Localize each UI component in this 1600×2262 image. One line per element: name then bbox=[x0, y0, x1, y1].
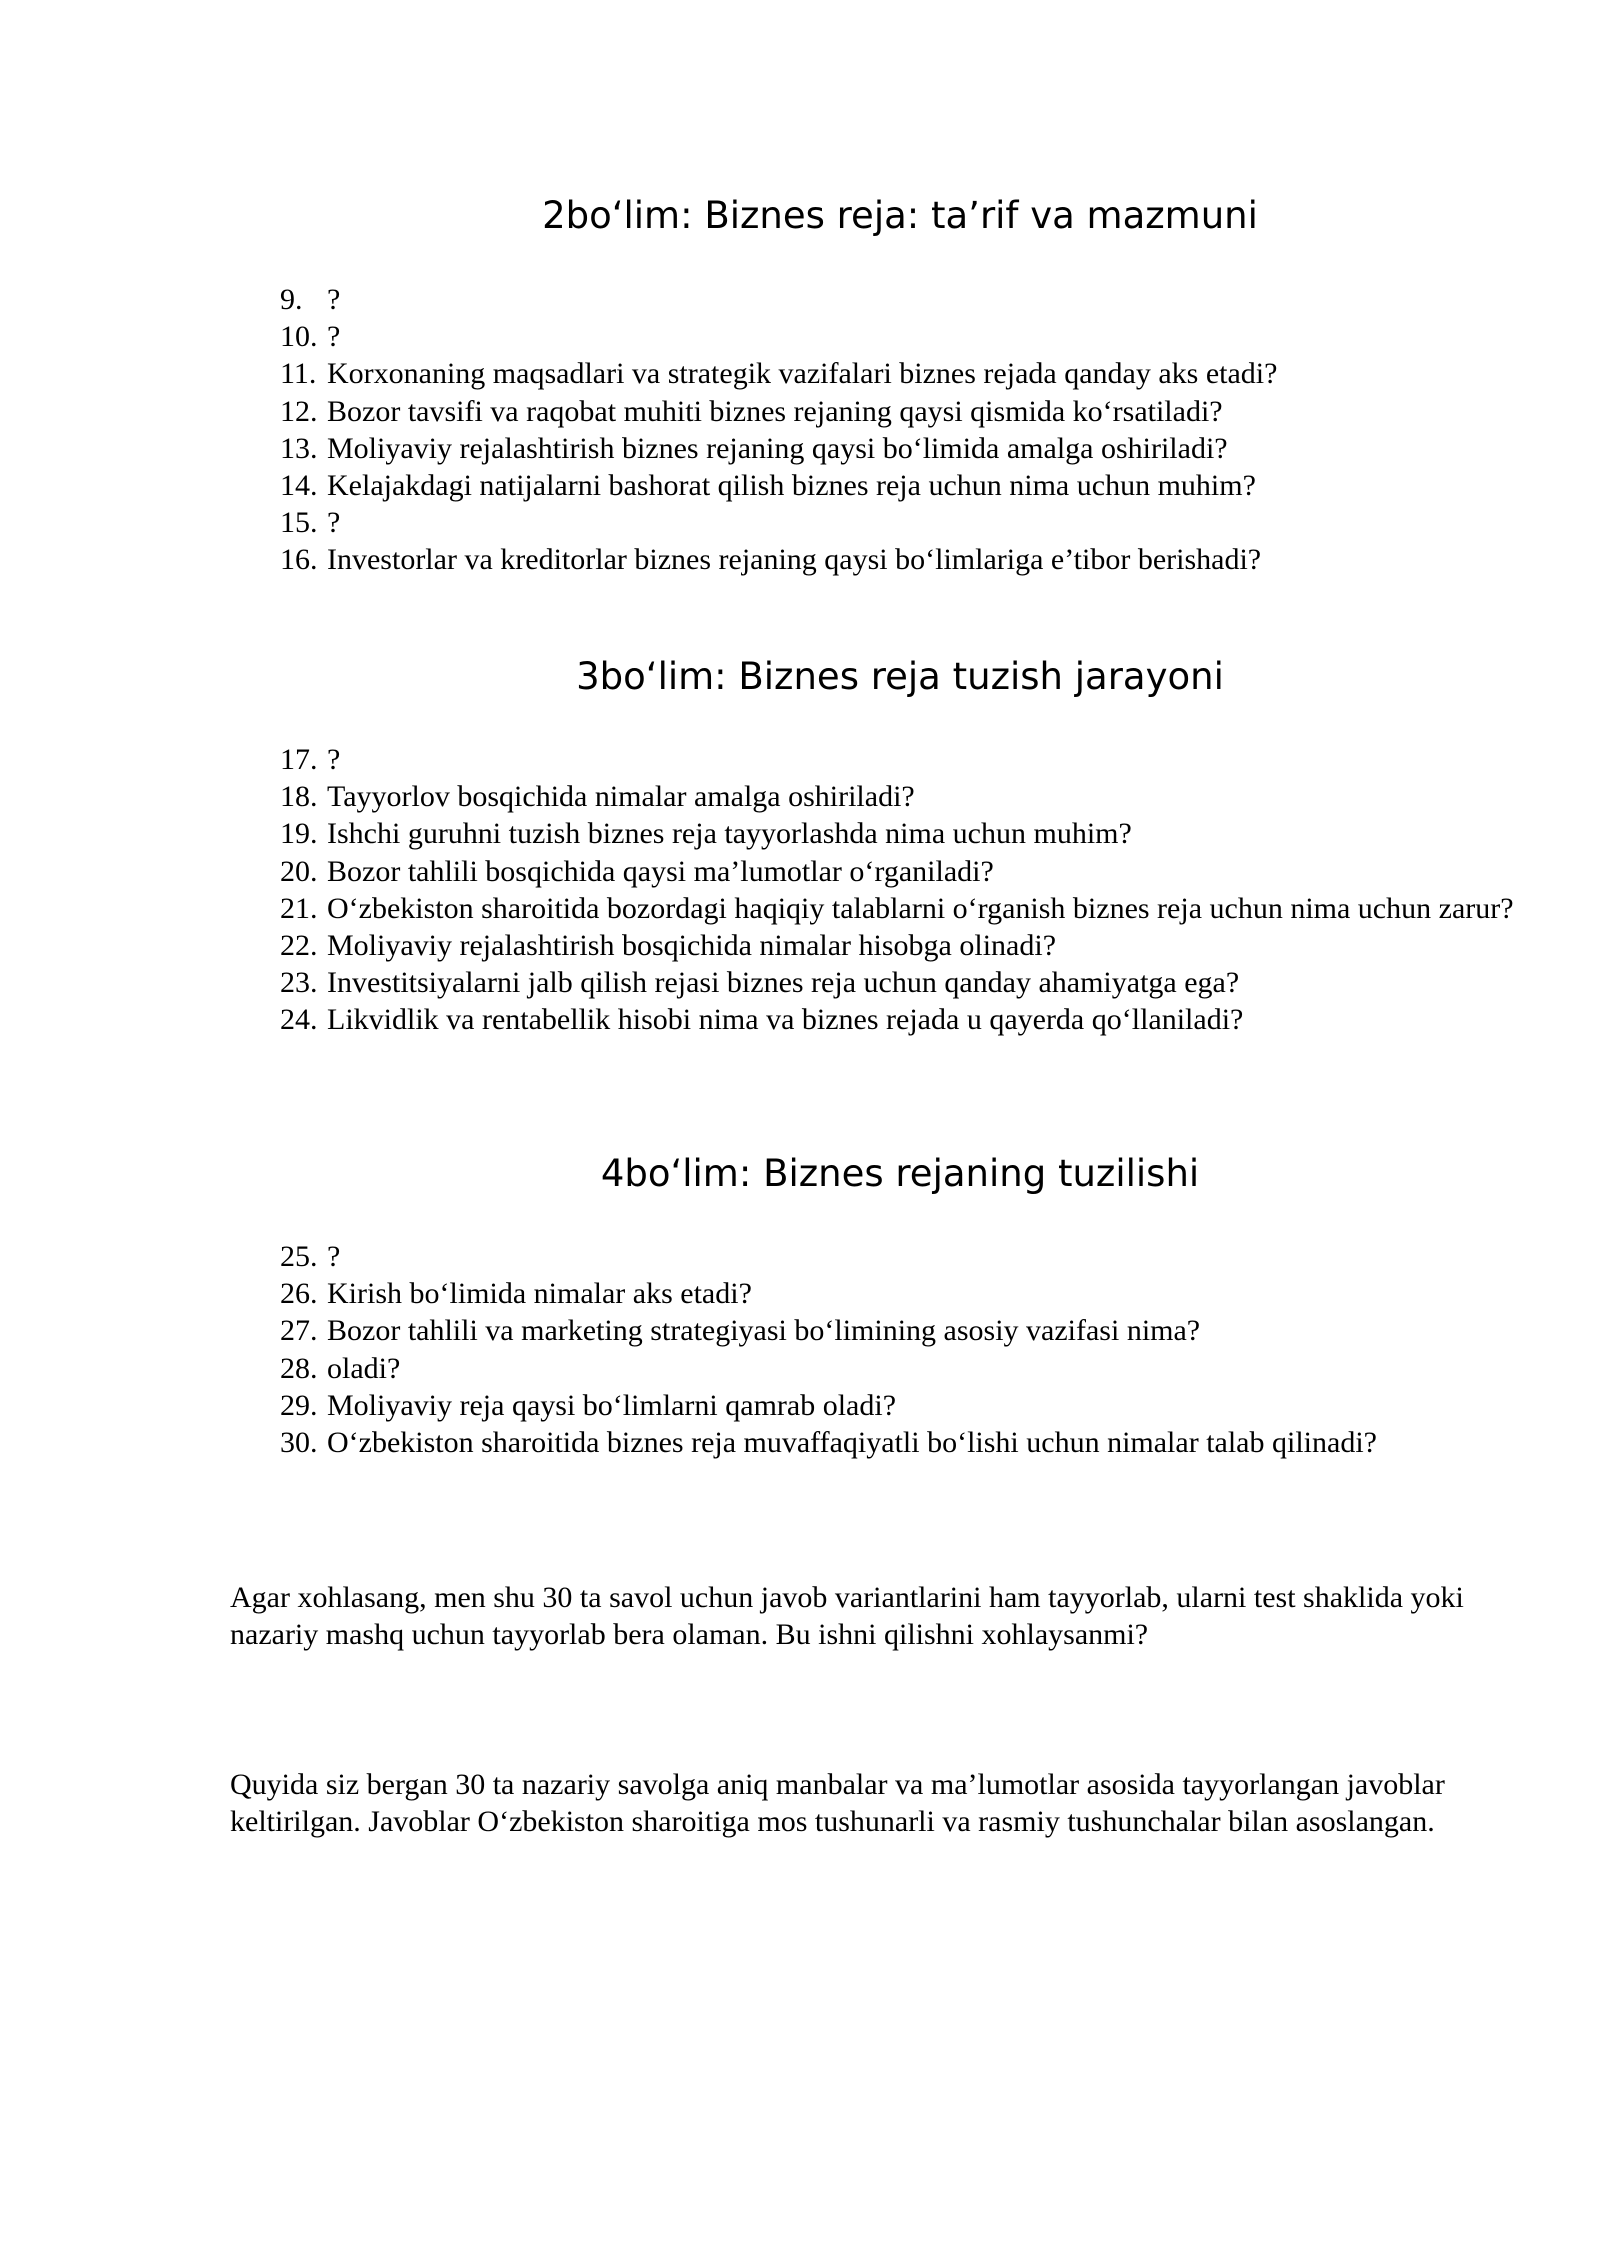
question-text: Kelajakdagi natijalarni bashorat qilish biznes reja uchun nima uchun muhim? bbox=[327, 469, 1256, 503]
question-text: Bozor tahlili bosqichida qaysi ma’lumotlar o‘rganiladi? bbox=[327, 854, 994, 888]
question-item bbox=[230, 1275, 1587, 1312]
question-item bbox=[230, 815, 1587, 852]
question-text: O‘zbekiston sharoitida biznes reja muvaffaqiyatli bo‘lishi uchun nimalar talab qilinadi? bbox=[327, 1426, 1377, 1460]
question-text: Moliyaviy rejalashtirish bosqichida nimalar hisobga olinadi? bbox=[327, 929, 1057, 963]
question-number: 29. bbox=[280, 1388, 318, 1422]
question-text: ? bbox=[327, 743, 341, 776]
question-number: 17. bbox=[280, 743, 318, 776]
question-item bbox=[230, 927, 1587, 964]
question-text: Likvidlik va rentabellik hisobi nima va biznes rejada u qayerda qo‘llaniladi? bbox=[327, 1003, 1244, 1037]
question-number: 10. bbox=[280, 320, 318, 354]
question-text: ? bbox=[327, 320, 341, 354]
question-number: 23. bbox=[280, 966, 318, 1000]
question-text: Investitsiyalarni jalb qilish rejasi biznes reja uchun qanday ahamiyatga ega? bbox=[327, 966, 1240, 1000]
question-text: O‘zbekiston sharoitida bozordagi haqiqiy talablarni o‘rganish biznes reja uchun nima uchun zarur? bbox=[327, 891, 1514, 925]
question-text: ? bbox=[327, 506, 341, 540]
question-text: ? bbox=[327, 1240, 341, 1273]
question-item bbox=[230, 1387, 1587, 1424]
question-text: Moliyaviy rejalashtirish biznes rejaning qaysi bo‘limida amalga oshiriladi? bbox=[327, 431, 1228, 465]
question-number: 18. bbox=[280, 780, 318, 814]
question-text: Moliyaviy reja qaysi bo‘limlarni qamrab oladi? bbox=[327, 1388, 897, 1422]
question-item bbox=[230, 778, 1587, 815]
question-number: 26. bbox=[280, 1277, 318, 1311]
intro-answers-paragraph: Quyida siz bergan 30 ta nazariy savolga aniq manbalar va ma’lumotlar asosida tayyorlangan javoblar keltirilgan. Javoblar O‘zbekiston sharoitiga mos tushunarli va rasmiy tushunchalar bilan asoslangan. bbox=[230, 1768, 1445, 1839]
question-text: Kirish bo‘limida nimalar aks etadi? bbox=[327, 1277, 752, 1311]
question-text: oladi? bbox=[327, 1351, 401, 1385]
question-number: 25. bbox=[280, 1240, 318, 1273]
question-number: 30. bbox=[280, 1426, 318, 1460]
question-text: Tayyorlov bosqichida nimalar amalga oshiriladi? bbox=[327, 780, 915, 814]
question-text: Ishchi guruhni tuzish biznes reja tayyorlashda nima uchun muhim? bbox=[327, 817, 1132, 851]
question-number: 15. bbox=[280, 506, 318, 540]
section-2-heading: 2bo‘lim: Biznes reja: ta’rif va mazmuni bbox=[542, 194, 1258, 237]
question-item bbox=[230, 1001, 1587, 1038]
question-text: Investorlar va kreditorlar biznes rejaning qaysi bo‘limlariga e’tibor berishadi? bbox=[327, 543, 1262, 577]
question-number: 12. bbox=[280, 394, 318, 428]
question-item bbox=[230, 430, 1587, 467]
offer-paragraph: Agar xohlasang, men shu 30 ta savol uchun javob variantlarini ham tayyorlab, ularni test shaklida yoki nazariy mashq uchun tayyorlab bera olaman. Bu ishni qilishni xohlaysanmi? bbox=[230, 1581, 1464, 1652]
section-4-question-list bbox=[230, 1238, 1587, 1461]
question-item bbox=[230, 281, 1587, 318]
question-item bbox=[230, 318, 1587, 355]
question-number: 9. bbox=[280, 283, 303, 316]
section-3-heading: 3bo‘lim: Biznes reja tuzish jarayoni bbox=[576, 655, 1224, 698]
section-3-question-list bbox=[230, 741, 1587, 1039]
question-item bbox=[230, 393, 1587, 430]
question-number: 16. bbox=[280, 543, 318, 577]
question-number: 11. bbox=[280, 357, 317, 391]
question-item bbox=[230, 504, 1587, 541]
question-item bbox=[230, 467, 1587, 504]
section-2-question-list bbox=[230, 281, 1587, 579]
question-item bbox=[230, 355, 1587, 392]
question-item bbox=[230, 1424, 1587, 1461]
question-number: 28. bbox=[280, 1351, 318, 1385]
question-item bbox=[230, 541, 1587, 578]
question-number: 14. bbox=[280, 469, 318, 503]
question-item bbox=[230, 853, 1587, 890]
section-4-heading: 4bo‘lim: Biznes rejaning tuzilishi bbox=[600, 1152, 1200, 1195]
question-number: 24. bbox=[280, 1003, 318, 1037]
question-text: ? bbox=[327, 283, 341, 316]
question-number: 21. bbox=[280, 891, 318, 925]
question-item bbox=[230, 1238, 1587, 1275]
question-number: 13. bbox=[280, 431, 318, 465]
question-number: 20. bbox=[280, 854, 318, 888]
question-item bbox=[230, 1350, 1587, 1387]
question-number: 22. bbox=[280, 929, 318, 963]
question-text: Bozor tahlili va marketing strategiyasi bo‘limining asosiy vazifasi nima? bbox=[327, 1314, 1201, 1348]
question-number: 27. bbox=[280, 1314, 318, 1348]
question-text: Korxonaning maqsadlari va strategik vazifalari biznes rejada qanday aks etadi? bbox=[327, 357, 1278, 391]
question-item bbox=[230, 1312, 1587, 1349]
question-item bbox=[230, 964, 1587, 1001]
question-number: 19. bbox=[280, 817, 318, 851]
question-text: Bozor tavsifi va raqobat muhiti biznes rejaning qaysi qismida ko‘rsatiladi? bbox=[327, 394, 1223, 428]
question-item bbox=[230, 890, 1587, 927]
question-item bbox=[230, 741, 1587, 778]
